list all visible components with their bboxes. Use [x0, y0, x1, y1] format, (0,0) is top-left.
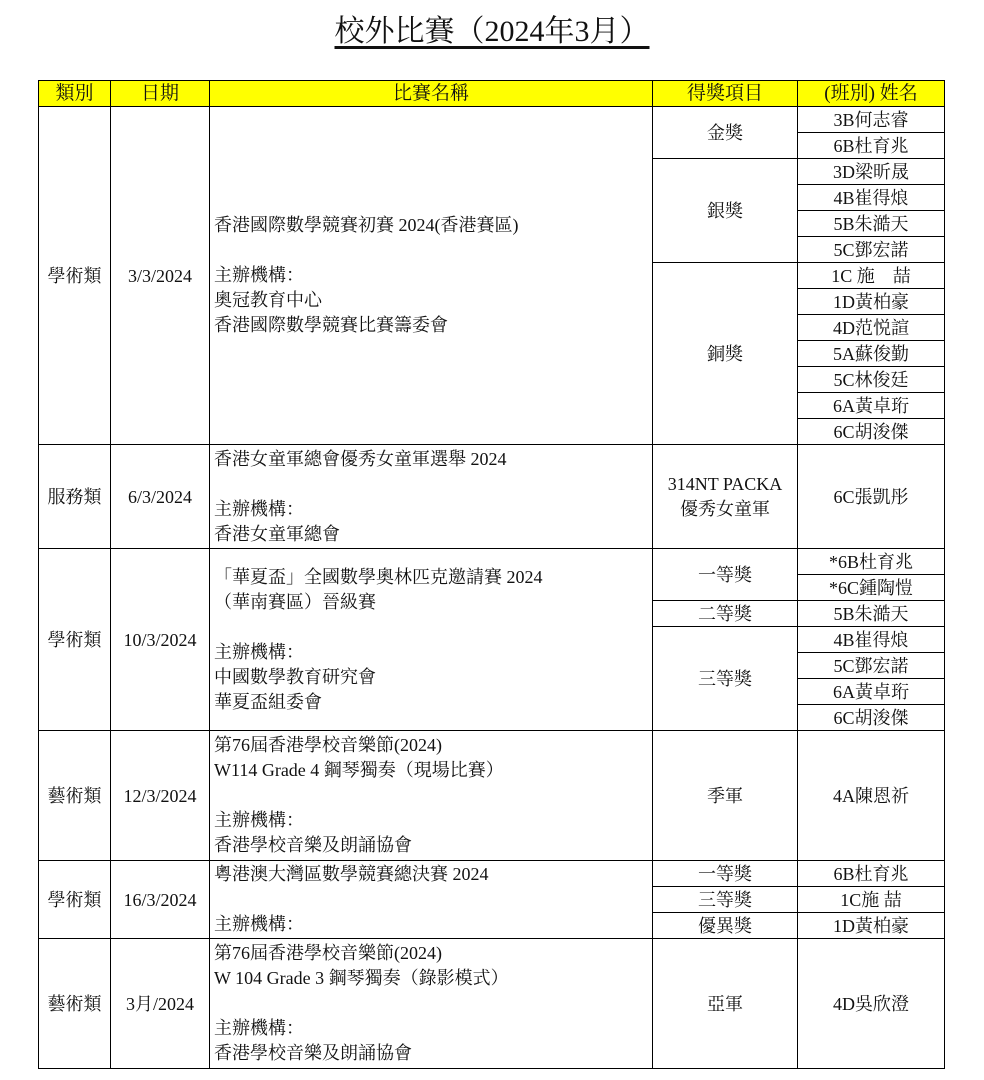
competition-cell	[210, 861, 653, 939]
student-name-cell: 6A黃卓珩	[798, 679, 945, 705]
award-cell: 銅獎	[653, 263, 798, 445]
competition-line: 主辦機構：	[214, 1018, 304, 1038]
date-cell: 10/3/2024	[111, 549, 210, 731]
student-name-cell: 5B朱澔天	[798, 211, 945, 237]
student-name-cell: 4D范悦諠	[798, 315, 945, 341]
student-name-cell: 6B杜育兆	[798, 133, 945, 159]
competition-line: 主辦機構：	[214, 265, 304, 285]
competition-line	[214, 472, 652, 497]
competition-line	[214, 238, 652, 263]
award-cell: 三等獎	[653, 887, 798, 913]
table-row	[39, 861, 945, 887]
student-name-cell: 5B朱澔天	[798, 601, 945, 627]
header-name: (班別) 姓名	[798, 81, 945, 107]
header-category: 類別	[39, 81, 111, 107]
student-name-cell: 6B杜育兆	[798, 861, 945, 887]
competition-line: （華南賽區）晉級賽	[214, 591, 376, 612]
student-name-cell: 4A陳恩祈	[798, 731, 945, 861]
competition-line: 中國數學教育研究會	[214, 666, 376, 687]
competition-line	[214, 783, 652, 808]
table-row	[39, 445, 945, 549]
date-cell: 16/3/2024	[111, 861, 210, 939]
table-row	[39, 731, 945, 861]
header-award: 得獎項目	[653, 81, 798, 107]
student-name-cell: 4D吳欣澄	[798, 939, 945, 1069]
award-cell: 一等獎	[653, 549, 798, 601]
competition-line: 華夏盃組委會	[214, 691, 322, 712]
competition-line: 粵港澳大灣區數學競賽總決賽 2024	[214, 864, 489, 884]
competition-line: 香港女童軍總會優秀女童軍選舉 2024	[214, 448, 507, 469]
page-title	[0, 12, 984, 52]
header-row	[39, 81, 945, 107]
competition-cell	[210, 445, 653, 549]
competition-cell	[210, 731, 653, 861]
table-row	[39, 549, 945, 575]
award-cell: 優異獎	[653, 913, 798, 939]
competition-cell	[210, 107, 653, 445]
date-cell: 3/3/2024	[111, 107, 210, 445]
header-date: 日期	[111, 81, 210, 107]
category-cell: 服務類	[39, 445, 111, 549]
page-title-text: 校外比賽（2024年3月）	[334, 15, 650, 48]
student-name-cell: 4B崔得烺	[798, 185, 945, 211]
category-cell: 藝術類	[39, 939, 111, 1069]
student-name-cell: 3D梁昕晟	[798, 159, 945, 185]
award-line: 314NT PACKA	[667, 473, 783, 494]
student-name-cell: 6C張凱彤	[798, 445, 945, 549]
student-name-cell: 5C鄧宏諾	[798, 653, 945, 679]
competition-line: W114 Grade 4 鋼琴獨奏（現場比賽）	[214, 760, 504, 780]
table-body	[39, 107, 945, 1069]
competition-line: 香港女童軍總會	[214, 523, 340, 544]
student-name-cell: 5A蘇俊勤	[798, 341, 945, 367]
student-name-cell: 1D黃柏豪	[798, 289, 945, 315]
award-line: 優秀女童軍	[680, 498, 770, 519]
competition-line: W 104 Grade 3 鋼琴獨奏（錄影模式）	[214, 968, 509, 988]
student-name-cell: *6B杜育兆	[798, 549, 945, 575]
competition-line: 主辦機構：	[214, 810, 304, 830]
category-cell: 學術類	[39, 107, 111, 445]
category-cell: 學術類	[39, 549, 111, 731]
category-cell: 學術類	[39, 861, 111, 939]
student-name-cell: 6C胡浚傑	[798, 419, 945, 445]
award-cell: 一等獎	[653, 861, 798, 887]
student-name-cell: 1C 施 喆	[798, 263, 945, 289]
competition-line	[214, 991, 652, 1016]
competition-line: 香港國際數學競賽初賽 2024(香港賽區)	[214, 215, 519, 235]
date-cell: 6/3/2024	[111, 445, 210, 549]
competition-line: 香港學校音樂及朗誦協會	[214, 1043, 412, 1063]
student-name-cell: 3B何志睿	[798, 107, 945, 133]
competition-cell	[210, 939, 653, 1069]
competition-line: 奧冠教育中心	[214, 290, 322, 310]
competition-cell	[210, 549, 653, 731]
competition-line: 香港國際數學競賽比賽籌委會	[214, 315, 448, 335]
competition-line: 第76屆香港學校音樂節(2024)	[214, 943, 442, 963]
student-name-cell: 6C胡浚傑	[798, 705, 945, 731]
award-cell: 金獎	[653, 107, 798, 159]
award-cell: 銀獎	[653, 159, 798, 263]
category-cell: 藝術類	[39, 731, 111, 861]
award-cell: 三等獎	[653, 627, 798, 731]
student-name-cell: 1D黃柏豪	[798, 913, 945, 939]
award-cell: 亞軍	[653, 939, 798, 1069]
student-name-cell: 4B崔得烺	[798, 627, 945, 653]
competition-line: 第76屆香港學校音樂節(2024)	[214, 735, 442, 755]
award-cell: 二等獎	[653, 601, 798, 627]
student-name-cell: 6A黃卓珩	[798, 393, 945, 419]
award-cell	[653, 445, 798, 549]
student-name-cell: 5C鄧宏諾	[798, 237, 945, 263]
award-cell: 季軍	[653, 731, 798, 861]
competition-line: 主辦機構：	[214, 498, 304, 519]
student-name-cell: 1C施 喆	[798, 887, 945, 913]
table-row	[39, 939, 945, 1069]
competition-line: 香港學校音樂及朗誦協會	[214, 835, 412, 855]
table-row	[39, 107, 945, 133]
date-cell: 12/3/2024	[111, 731, 210, 861]
competition-line: 「華夏盃」全國數學奧林匹克邀請賽 2024	[214, 566, 543, 587]
header-competition: 比賽名稱	[210, 81, 653, 107]
competition-line	[214, 615, 652, 640]
competition-line	[214, 887, 652, 912]
competition-line: 主辦機構：	[214, 641, 304, 662]
competition-line: 主辦機構：	[214, 914, 304, 934]
competition-table	[38, 80, 945, 1069]
student-name-cell: *6C鍾陶愷	[798, 575, 945, 601]
student-name-cell: 5C林俊廷	[798, 367, 945, 393]
date-cell: 3月/2024	[111, 939, 210, 1069]
